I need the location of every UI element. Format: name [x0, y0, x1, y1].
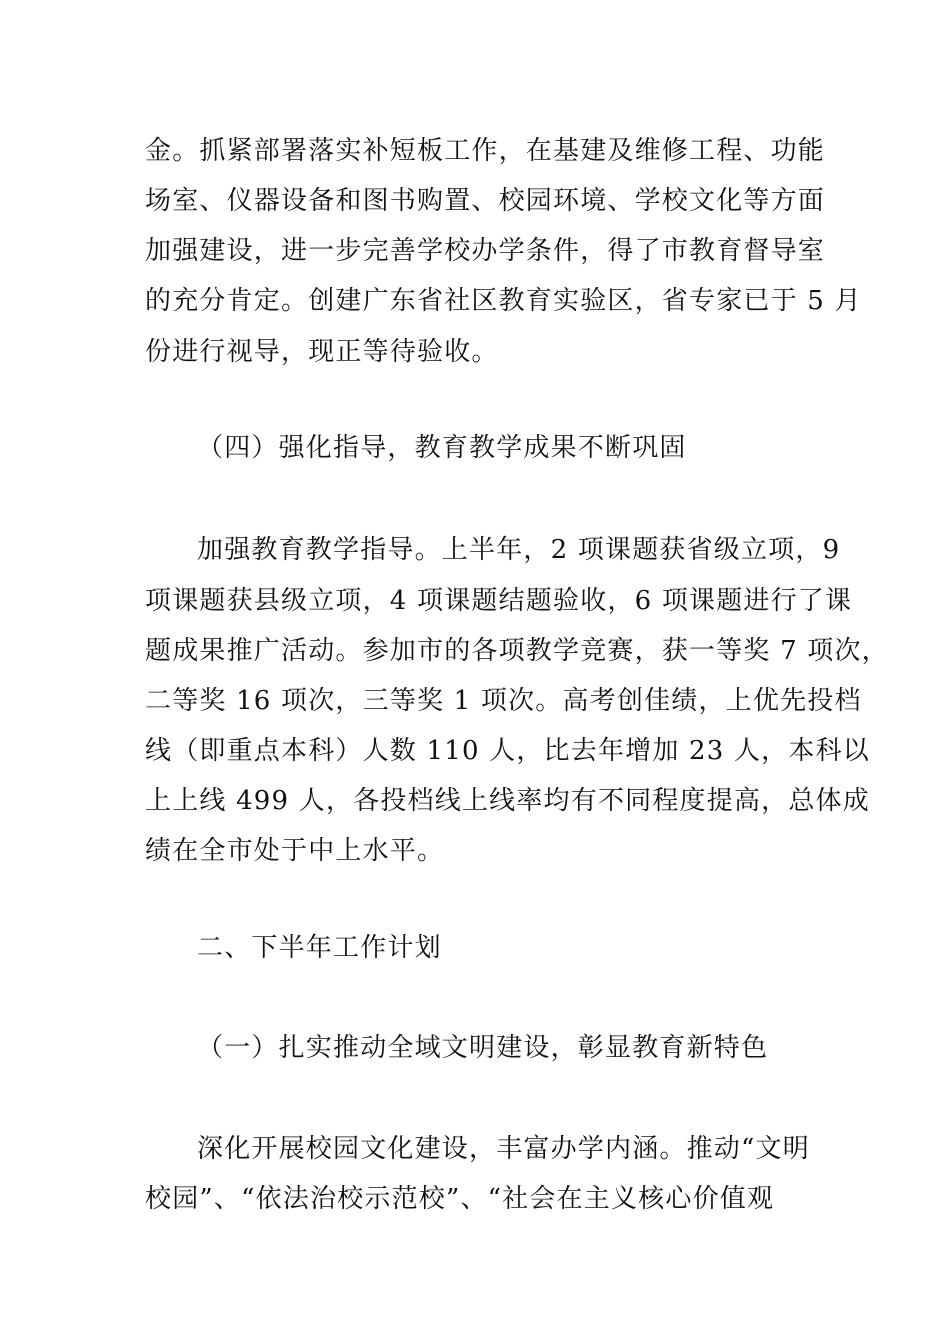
paragraph-line: 线（即重点本科）人数 110 人，比去年增加 23 人，本科以: [145, 736, 870, 766]
paragraph-line: 加强教育教学指导。上半年，2 项课题获省级立项，9: [197, 535, 841, 565]
paragraph-line: 份进行视导，现正等待验收。: [145, 337, 499, 367]
paragraph-line: 深化开展校园文化建设，丰富办学内涵。推动“文明: [197, 1134, 810, 1164]
paragraph-line: 二等奖 16 项次，三等奖 1 项次。高考创佳绩，上优先投档: [145, 686, 862, 716]
paragraph-line: 项课题获县级立项，4 项课题结题验收，6 项课题进行了课: [145, 586, 853, 616]
paragraph-line: 金。抓紧部署落实补短板工作，在基建及维修工程、功能: [145, 136, 826, 166]
paragraph-line: 上上线 499 人，各投档线上线率均有不同程度提高，总体成: [145, 786, 870, 816]
subheading-four: （四）强化指导，教育教学成果不断巩固: [197, 433, 687, 463]
paragraph-line: 场室、仪器设备和图书购置、校园环境、学校文化等方面: [145, 186, 826, 216]
paragraph-line: 绩在全市处于中上水平。: [145, 836, 445, 866]
paragraph-line: 校园”、“依法治校示范校”、“社会在主义核心价值观: [145, 1184, 775, 1214]
paragraph-line: 的充分肯定。创建广东省社区教育实验区，省专家已于 5 月: [145, 286, 862, 316]
paragraph-line: 题成果推广活动。参加市的各项教学竞赛，获一等奖 7 项次，: [145, 636, 889, 666]
section-heading: 二、下半年工作计划: [197, 933, 442, 963]
subheading-one: （一）扎实推动全域文明建设，彰显教育新特色: [197, 1033, 769, 1063]
paragraph-line: 加强建设，进一步完善学校办学条件，得了市教育督导室: [145, 236, 826, 266]
